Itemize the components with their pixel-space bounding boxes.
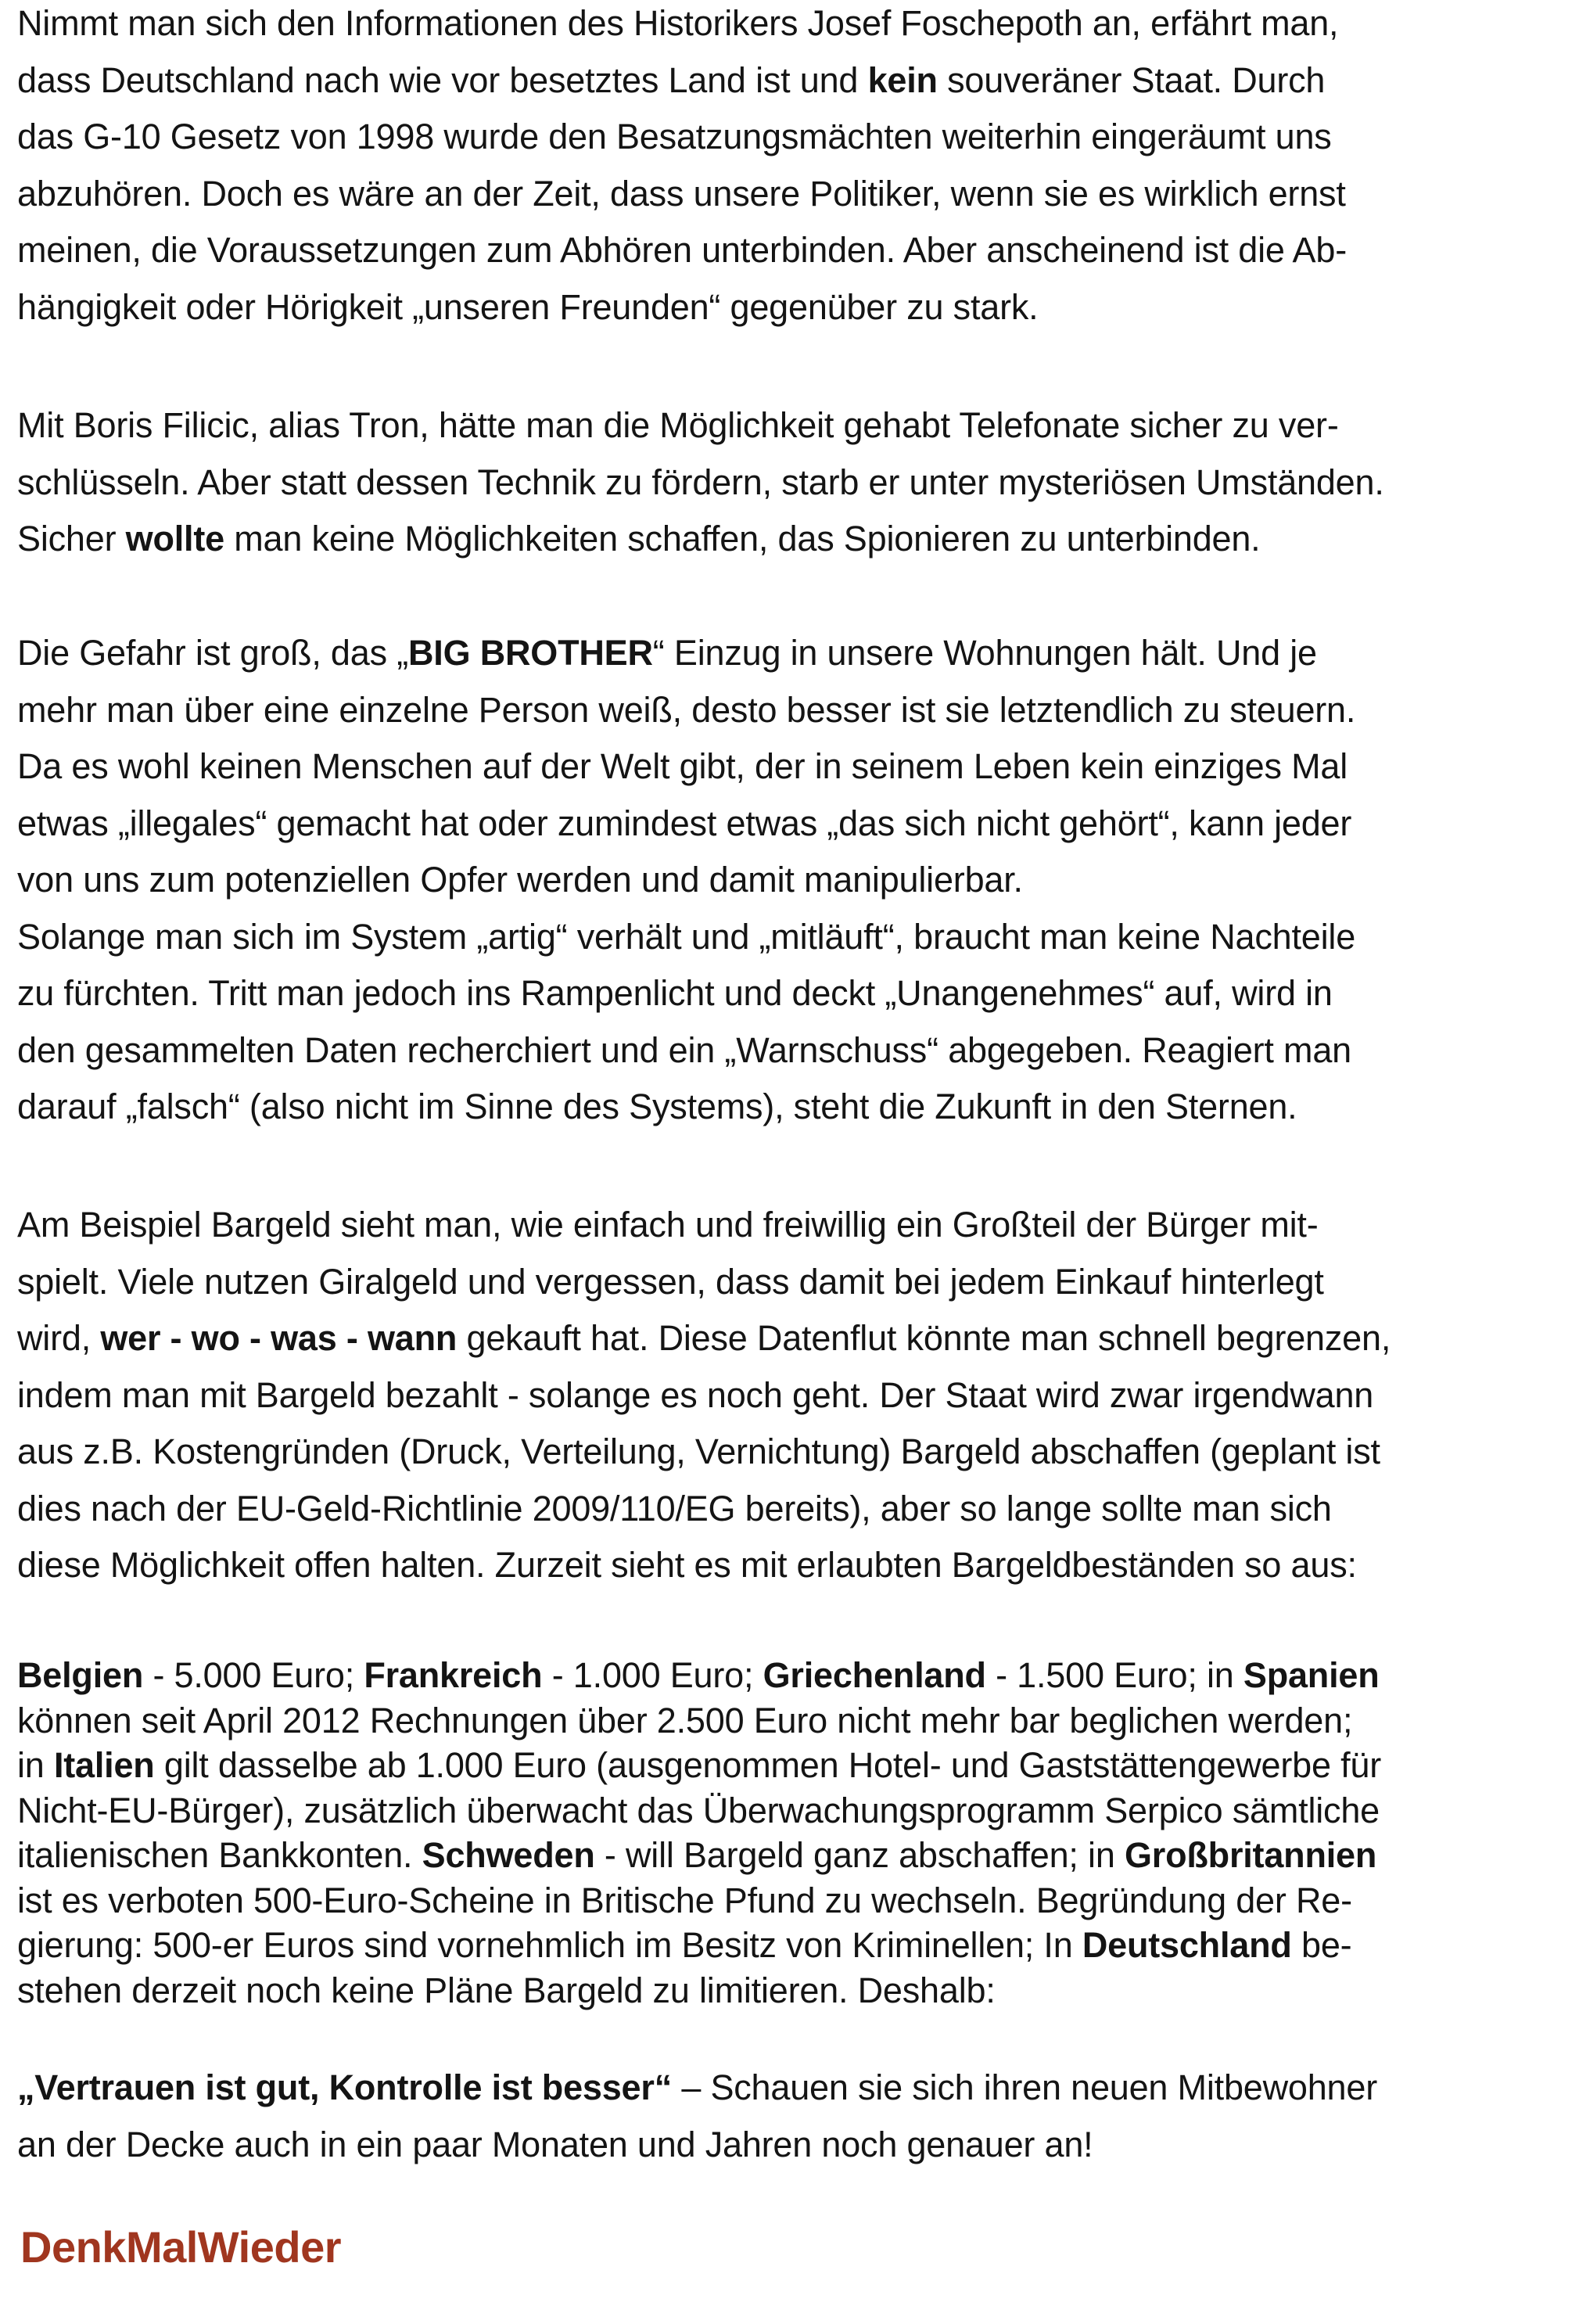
text-line: Nimmt man sich den Informationen des Historikers Josef Foschepoth an, erfährt man, [17, 3, 1339, 43]
text-line: hängigkeit oder Hörigkeit „unseren Freunden“ gegenüber zu stark. [17, 286, 1039, 327]
text-line: indem man mit Bargeld bezahlt - solange es noch geht. Der Staat wird zwar irgendwann [17, 1374, 1374, 1415]
text-line: spielt. Viele nutzen Giralgeld und vergessen, dass damit bei jedem Einkauf hinterlegt [17, 1261, 1324, 1302]
text-line [17, 2060, 1562, 2117]
country-spanien: Spanien [1243, 1655, 1380, 1695]
country-frankreich: Frankreich [364, 1655, 543, 1695]
text-line: Mit Boris Filicic, alias Tron, hätte man die Möglichkeit gehabt Telefonate sicher zu ver- [17, 405, 1339, 445]
text-line: Da es wohl keinen Menschen auf der Welt gibt, der in seinem Leben kein einziges Mal [17, 746, 1348, 786]
text-run: souveräner Staat. Durch [937, 59, 1326, 100]
text-line: meinen, die Voraussetzungen zum Abhören unterbinden. Aber anscheinend ist die Ab- [17, 230, 1347, 270]
text-run: Sicher [17, 519, 126, 559]
paragraph-tron [17, 397, 1562, 568]
text-run: - will Bargeld ganz abschaffen; in [594, 1835, 1125, 1875]
text-line [17, 52, 1562, 110]
text-line: von uns zum potenziellen Opfer werden und damit manipulierbar. [17, 860, 1023, 900]
text-line: diese Möglichkeit offen halten. Zurzeit sieht es mit erlaubten Bargeldbeständen so aus: [17, 1545, 1357, 1585]
text-run: gilt dasselbe ab 1.000 Euro (ausgenommen Hotel- und Gaststättengewerbe für [154, 1745, 1382, 1785]
paragraph-countries [17, 1653, 1562, 2013]
paragraph-foschepoth [17, 0, 1562, 336]
text-line: zu fürchten. Tritt man jedoch ins Rampenlicht und deckt „Unangenehmes“ auf, wird in [17, 973, 1333, 1013]
text-line: Nicht-EU-Bürger), zusätzlich überwacht das Überwachungsprogramm Serpico sämtliche [17, 1790, 1380, 1830]
text-line: dies nach der EU-Geld-Richtlinie 2009/110/EG bereits), aber so lange sollte man sich [17, 1488, 1332, 1528]
text-line: können seit April 2012 Rechnungen über 2.500 Euro nicht mehr bar beglichen werden; [17, 1700, 1353, 1740]
country-griechenland: Griechenland [763, 1655, 986, 1695]
text-run: - 1.500 Euro; in [985, 1655, 1243, 1695]
emphasis-wer-wo-was-wann: wer - wo - was - wann [100, 1318, 458, 1358]
text-run: be- [1291, 1925, 1352, 1965]
country-italien: Italien [53, 1745, 155, 1785]
emphasis-quote: „Vertrauen ist gut, Kontrolle ist besser“ [17, 2067, 673, 2107]
text-line [17, 1923, 1562, 1968]
emphasis-kein: kein [867, 59, 938, 100]
text-line [17, 1743, 1562, 1788]
text-line: mehr man über eine einzelne Person weiß, desto besser ist sie letztendlich zu steuern. [17, 689, 1356, 730]
text-line [17, 1310, 1562, 1367]
text-run: gierung: 500-er Euros sind vornehmlich im Besitz von Kriminellen; In [17, 1925, 1082, 1965]
text-run: Die Gefahr ist groß, das „ [17, 633, 408, 673]
text-line: abzuhören. Doch es wäre an der Zeit, dass unsere Politiker, wenn sie es wirklich ernst [17, 173, 1346, 214]
text-run: man keine Möglichkeiten schaffen, das Spionieren zu unterbinden. [224, 519, 1261, 559]
text-line: Solange man sich im System „artig“ verhält und „mitläuft“, braucht man keine Nachteile [17, 916, 1356, 957]
text-run: wird, [17, 1318, 101, 1358]
brand-logo-text: DenkMalWieder [20, 2222, 341, 2272]
paragraph-bargeld [17, 1197, 1562, 1594]
text-line: schlüsseln. Aber statt dessen Technik zu fördern, starb er unter mysteriösen Umständen. [17, 462, 1384, 502]
text-run: dass Deutschland nach wie vor besetztes Land ist und [17, 59, 868, 100]
text-line [17, 1653, 1562, 1698]
text-line: Am Beispiel Bargeld sieht man, wie einfach und freiwillig ein Großteil der Bürger mit- [17, 1205, 1319, 1245]
country-grossbritannien: Großbritannien [1124, 1835, 1377, 1875]
paragraph-conclusion [17, 2060, 1562, 2173]
emphasis-wollte: wollte [125, 519, 224, 559]
text-run: gekauft hat. Diese Datenflut könnte man schnell begrenzen, [457, 1318, 1391, 1358]
text-line: an der Decke auch in ein paar Monaten und Jahren noch genauer an! [17, 2124, 1093, 2164]
country-schweden: Schweden [422, 1835, 595, 1875]
text-run: italienischen Bankkonten. [17, 1835, 422, 1875]
text-line [17, 1833, 1562, 1878]
country-belgien: Belgien [17, 1655, 144, 1695]
text-line: ist es verboten 500-Euro-Scheine in Britische Pfund zu wechseln. Begründung der Re- [17, 1880, 1352, 1920]
text-run: - 5.000 Euro; [143, 1655, 364, 1695]
text-line: den gesammelten Daten recherchiert und ein „Warnschuss“ abgegeben. Reagiert man [17, 1029, 1351, 1070]
text-line: etwas „illegales“ gemacht hat oder zumindest etwas „das sich nicht gehört“, kann jeder [17, 803, 1352, 843]
text-line: stehen derzeit noch keine Pläne Bargeld zu limitieren. Deshalb: [17, 1970, 996, 2010]
emphasis-big-brother: BIG BROTHER [407, 633, 653, 673]
text-run: in [17, 1745, 54, 1785]
text-line: aus z.B. Kostengründen (Druck, Verteilung, Vernichtung) Bargeld abschaffen (geplant ist [17, 1431, 1380, 1471]
paragraph-big-brother [17, 625, 1562, 1136]
text-line: darauf „falsch“ (also nicht im Sinne des Systems), steht die Zukunft in den Sternen. [17, 1087, 1297, 1126]
text-line [17, 511, 1562, 568]
text-line: das G-10 Gesetz von 1998 wurde den Besatzungsmächten weiterhin eingeräumt uns [17, 117, 1332, 156]
text-run: – Schauen sie sich ihren neuen Mitbewohner [672, 2067, 1377, 2107]
text-run: - 1.000 Euro; [542, 1655, 763, 1695]
text-run: “ Einzug in unsere Wohnungen hält. Und je [652, 633, 1317, 673]
text-line [17, 625, 1562, 682]
country-deutschland: Deutschland [1082, 1925, 1292, 1965]
